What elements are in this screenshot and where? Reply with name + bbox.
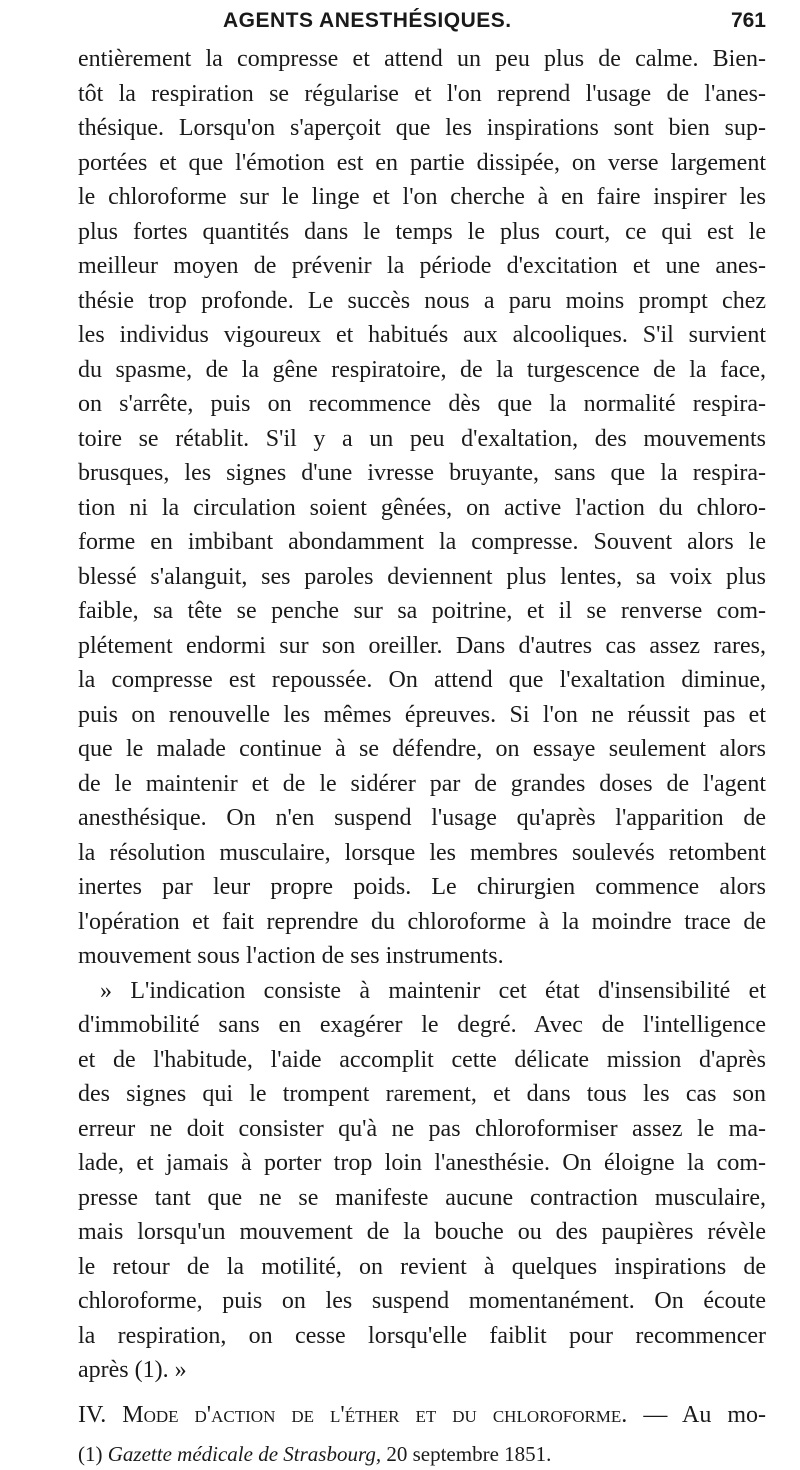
text-line: inertes par leur propre poids. Le chirurgien commence alors	[78, 874, 766, 900]
quote-line: la respiration, on cesse lorsqu'elle faiblit pour recommencer	[78, 1322, 766, 1349]
text-line: tôt la respiration se régularise et l'on reprend l'usage de l'anes-	[78, 80, 766, 107]
quote-line: erreur ne doit consister qu'à ne pas chloroformiser assez le ma-	[78, 1115, 766, 1142]
quote-line: des signes qui le trompent rarement, et dans tous les cas son	[78, 1081, 766, 1107]
text-line: blessé s'alanguit, ses paroles deviennent plus lentes, sa voix plus	[78, 563, 766, 590]
text-line: thésique. Lorsqu'on s'aperçoit que les inspirations sont bien sup-	[78, 115, 766, 141]
section-heading	[78, 1398, 766, 1433]
text-line: thésie trop profonde. Le succès nous a paru moins prompt chez	[78, 287, 766, 314]
text-line: puis on renouvelle les mêmes épreuves. Si l'on ne réussit pas et	[78, 701, 766, 728]
quote-line: presse tant que ne se manifeste aucune contraction musculaire,	[78, 1184, 766, 1211]
text-line: brusques, les signes d'une ivresse bruyante, sans que la respira-	[78, 460, 766, 486]
running-head-title: AGENTS ANESTHÉSIQUES.	[223, 9, 512, 32]
text-line: l'opération et fait reprendre du chloroforme à la moindre trace de	[78, 908, 766, 935]
text-line: toire se rétablit. S'il y a un peu d'exaltation, des mouvements	[78, 425, 766, 452]
quote-line: lade, et jamais à porter trop loin l'anesthésie. On éloigne la com-	[78, 1150, 766, 1176]
quote-line: » L'indication consiste à maintenir cet état d'insensibilité et	[100, 977, 766, 1004]
footnote	[78, 1438, 766, 1470]
text-line: que le malade continue à se défendre, on essaye seulement alors	[78, 736, 766, 762]
text-line: les individus vigoureux et habitués aux alcooliques. S'il survient	[78, 322, 766, 348]
quote-line: chloroforme, puis on les suspend momentanément. On écoute	[78, 1288, 766, 1314]
text-line: faible, sa tête se penche sur sa poitrine, et il se renverse com-	[78, 598, 766, 624]
footnote-source: Gazette médicale de Strasbourg,	[107, 1442, 382, 1466]
quote-line: d'immobilité sans en exagérer le degré. Avec de l'intelligence	[78, 1012, 766, 1038]
section-continuation: — Au mo-	[643, 1401, 766, 1428]
footnote-marker: (1)	[78, 1442, 103, 1466]
body-text	[78, 42, 766, 1432]
text-line: meilleur moyen de prévenir la période d'excitation et une anes-	[78, 253, 766, 279]
text-line: plus fortes quantités dans le temps le plus court, ce qui est le	[78, 218, 766, 245]
text-line: anesthésique. On n'en suspend l'usage qu'après l'apparition de	[78, 805, 766, 831]
section-number: IV.	[78, 1401, 107, 1428]
quote-line: après (1). »	[78, 1357, 187, 1383]
text-line: la résolution musculaire, lorsque les membres soulevés retombent	[78, 839, 766, 866]
text-line: forme en imbibant abondamment la compresse. Souvent alors le	[78, 529, 766, 555]
section-title: Mode d'action de l'éther et du chloroforme.	[122, 1401, 628, 1428]
text-line: mouvement sous l'action de ses instruments.	[78, 943, 504, 969]
footnote-date: 20 septembre 1851.	[386, 1442, 552, 1466]
page-number: 761	[730, 9, 766, 32]
quote-line: le retour de la motilité, on revient à quelques inspirations de	[78, 1253, 766, 1280]
page	[78, 0, 766, 1470]
text-line: plétement endormi sur son oreiller. Dans d'autres cas assez rares,	[78, 632, 766, 659]
text-line: entièrement la compresse et attend un peu plus de calme. Bien-	[78, 46, 766, 72]
text-line: la compresse est repoussée. On attend que l'exaltation diminue,	[78, 667, 766, 693]
quote-line: mais lorsqu'un mouvement de la bouche ou des paupières révèle	[78, 1219, 766, 1245]
text-line: le chloroforme sur le linge et l'on cherche à en faire inspirer les	[78, 184, 766, 210]
text-line: on s'arrête, puis on recommence dès que la normalité respira-	[78, 391, 766, 417]
text-line: de le maintenir et de le sidérer par de grandes doses de l'agent	[78, 770, 766, 797]
quote-line: et de l'habitude, l'aide accomplit cette délicate mission d'après	[78, 1046, 766, 1073]
running-head	[78, 0, 766, 42]
text-line: tion ni la circulation soient gênées, on active l'action du chloro-	[78, 494, 766, 521]
text-line: portées et que l'émotion est en partie dissipée, on verse largement	[78, 149, 766, 176]
text-line: du spasme, de la gêne respiratoire, de la turgescence de la face,	[78, 356, 766, 383]
